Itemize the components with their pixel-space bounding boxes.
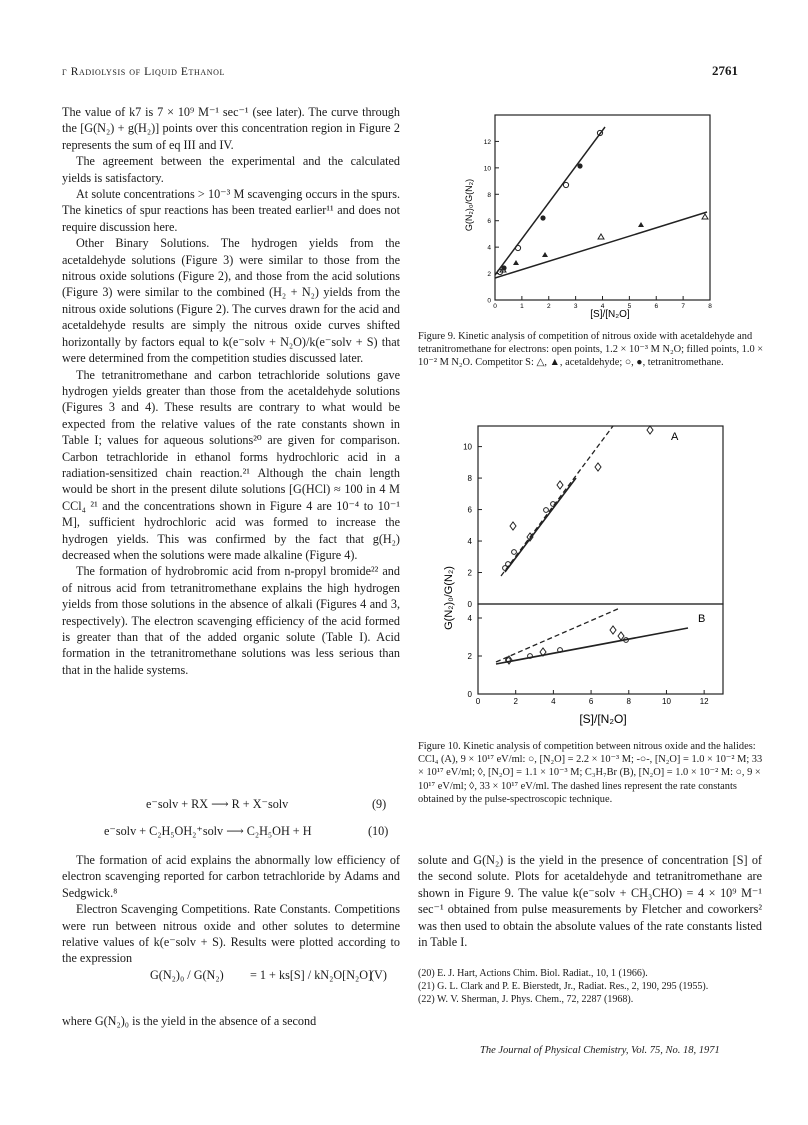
paragraph: The value of k7 is 7 × 10⁹ M⁻¹ sec⁻¹ (see later). The curve through the [G(N₂) + g(H₂)] points over this concentration region in Figure 2 represents the sum of eq III and IV. <box>62 105 400 152</box>
tick-label: 6 <box>588 697 594 706</box>
tick-label: 5 <box>627 303 632 310</box>
figure-10-xlabel: [S]/[N₂O] <box>579 712 627 726</box>
figure-9-xlabel: [S]/[N₂O] <box>590 309 630 320</box>
tick-label: 0 <box>487 297 491 305</box>
figure-9-point <box>542 252 548 257</box>
references <box>418 968 768 1006</box>
paragraph: Electron Scavenging Competitions. Rate Constants. Competitions were run between nitrous oxide and other solutes to determine relative values of k(e⁻solv + S). Results were plotted according to the expression <box>62 902 400 966</box>
left-column-last-line: where G(N₂)₀ is the yield in the absence of a second <box>62 1014 317 1028</box>
tick-label: 10 <box>463 442 472 452</box>
tick-label: 2 <box>487 271 491 279</box>
reference-item: (20) E. J. Hart, Actions Chim. Biol. Radiat., 10, 1 (1966). <box>418 968 648 979</box>
equation-9: e⁻solv + RX ⟶ R + X⁻solv <box>146 797 289 811</box>
figure-10-point <box>557 481 563 489</box>
tick-label: 8 <box>626 697 631 706</box>
tick-label: 4 <box>467 614 472 623</box>
figure-10-point <box>512 550 517 555</box>
equation-V-number: (V) <box>370 968 387 982</box>
figure-9-point <box>638 222 644 227</box>
figure-10-line-b-dashed <box>496 608 620 662</box>
figure-10-caption: Figure 10. Kinetic analysis of competition between nitrous oxide and the halides: CCl₄ (A), 9 × 10¹⁷ eV/ml: ○, [N₂O] = 2.2 × 10⁻³ M; -○-, [N₂O] = 1.0 × 10⁻² M; 33 × 10¹⁷ eV/ml; ◊, [N₂O] = 1.1 × 10⁻³ M; C₃H₇Br (B), [N₂O] = 1.0 × 10⁻² M: ○, 9 × 10¹⁷ eV/ml; ◊, 33 × 10¹⁷ eV/ml. The dashed lines represent the rate constants obtained by the pulse-spectroscopic technique. <box>418 741 763 805</box>
tick-label: 12 <box>699 697 709 706</box>
figure-10-point <box>647 426 653 434</box>
tick-label: 4 <box>551 697 556 706</box>
paragraph: The agreement between the experimental and the calculated yields is satisfactory. <box>62 154 400 185</box>
tick-label: 4 <box>600 303 605 310</box>
paragraph: Other Binary Solutions. The hydrogen yields from the acetaldehyde solutions (Figure 3) were similar to those from the nitrous oxide solutions (Figure 2), and those from the acid solutions (Figure 3) were similar to the combined (H₂ + N₂) yields from the nitrous oxide solutions (Figure 2). The curves drawn for the acid and acetaldehyde results are simply the nitrous oxide curves shifted horizontally by factors equal to k(e⁻solv + N₂O)/k(e⁻solv + S) that were determined from the competition studies discussed later. <box>62 236 400 366</box>
paragraph: The formation of acid explains the abnormally low efficiency of electron scavenging reported for carbon tetrachloride by Adams and Sedgwick.⁸ <box>62 853 400 900</box>
figure-10-point <box>618 632 624 640</box>
left-column-text-2 <box>62 852 400 967</box>
equation-V-left: G(N₂)₀ / G(N₂) <box>150 968 224 982</box>
tick-label: 0 <box>475 697 481 706</box>
tick-label: 4 <box>467 537 472 547</box>
figure-9-ylabel: G(N₂)₀/G(N₂) <box>464 178 474 232</box>
figure-9-point <box>598 234 604 239</box>
equation-10: e⁻solv + C₂H₅OH₂⁺solv ⟶ C₂H₅OH + H <box>104 824 312 838</box>
tick-label: 0 <box>467 600 472 609</box>
equation-10-number: (10) <box>368 824 389 838</box>
tick-label: 0 <box>493 303 497 310</box>
figure-10-plot <box>438 418 738 738</box>
paragraph: The tetranitromethane and carbon tetrachloride solutions gave hydrogen yields greater than those from the acetaldehyde solutions (Figures 3 and 4). These results are contrary to what would be expected from the relative values of the rate constants shown in Table I; values for aqueous solutions²⁰ are given for comparison. Carbon tetrachloride in ethanol forms hydrochloric acid in a radiation-sensitized chain reaction.²¹ Although the chain length would be short in the present dilute solutions [G(HCl) ≈ 100 in 4 M CCl₄ ²¹ and the concentrations shown in Figure 4 are 10⁻⁴ to 10⁻¹ M], sufficient hydrochloric acid was formed to increase the hydrogen yields. This was confirmed by the fact that g(H₂) decreased when the solutions were made alkaline (Figure 4). <box>62 367 400 562</box>
figure-10-line-a-dashed <box>501 426 613 576</box>
figure-10-line-b-solid <box>496 628 688 664</box>
tick-label: 0 <box>467 690 472 699</box>
equation-9-number: (9) <box>372 797 387 811</box>
tick-label: 6 <box>467 505 472 515</box>
figure-9-point <box>513 260 519 265</box>
figure-9-point <box>577 163 582 168</box>
figure-9-point <box>563 182 568 187</box>
figure-9-line-acetaldehyde <box>495 212 707 278</box>
figure-9-caption: Figure 9. Kinetic analysis of competition of nitrous oxide with acetaldehyde and tetranitromethane for electrons: open points, 1.2 × 10⁻³ M N₂O; filled points, 1.0 × 10⁻² M N₂O. Competitor S: △, ▲, acetaldehyde; ○, ●, tetranitromethane. <box>418 331 764 369</box>
figure-9-frame <box>495 115 710 300</box>
figure-10-panel-b-label: B <box>698 613 706 625</box>
tick-label: 2 <box>467 652 472 661</box>
figure-10-panel-a-frame <box>478 426 723 604</box>
figure-10-panel-b-frame <box>478 604 723 694</box>
tick-label: 10 <box>483 165 491 173</box>
tick-label: 6 <box>654 303 659 310</box>
right-column-text: solute and G(N₂) is the yield in the presence of concentration [S] of the second solute. Plots for acetaldehyde and tetranitromethane are shown in Figure 9. The value k(e⁻solv + CH₃CHO) = 4 × 10⁹ M⁻¹ sec⁻¹ obtained from pulse measurements by Fletcher and coworkers² was then used to obtain the absolute values of the rate constants listed in Table I. <box>418 853 762 950</box>
figure-9-line-tetranitromethane <box>495 127 605 275</box>
figure-10-panel-a-label: A <box>671 431 679 443</box>
tick-label: 3 <box>573 303 578 310</box>
paragraph: At solute concentrations > 10⁻³ M scavenging occurs in the spurs. The kinetics of spur reactions has been treated earlier¹¹ and does not require discussion here. <box>62 187 400 234</box>
tick-label: 12 <box>483 138 491 146</box>
running-title: γ Radiolysis of Liquid Ethanol <box>62 66 226 78</box>
tick-label: 10 <box>662 697 671 706</box>
figure-9-point <box>702 214 708 219</box>
equation-V-right: = 1 + ks[S] / kN₂O[N₂O] <box>250 968 373 982</box>
tick-label: 2 <box>546 303 551 310</box>
tick-label: 2 <box>513 697 518 706</box>
journal-footer: The Journal of Physical Chemistry, Vol. 75, No. 18, 1971 <box>480 1045 720 1056</box>
paragraph: The formation of hydrobromic acid from n-propyl bromide²² and of nitrous acid from tetranitromethane explains the high hydrogen yields from those solutions in the absence of alkali (Figures 4 and 3, respectively). The electron scavenging efficiency of the acid formed is greater than that of the added organic solute (Table I). Acid formation in the tetranitromethane solutions was less serious than that in the halide systems. <box>62 564 400 677</box>
left-column-text <box>62 104 400 678</box>
figure-10-point <box>510 522 516 530</box>
tick-label: 8 <box>708 303 712 310</box>
tick-label: 8 <box>467 474 472 484</box>
tick-label: 6 <box>487 218 491 226</box>
tick-label: 1 <box>520 303 524 310</box>
tick-label: 8 <box>487 191 491 199</box>
tick-label: 4 <box>487 244 491 252</box>
figure-9-plot <box>460 105 720 320</box>
figure-10-point <box>544 508 549 513</box>
tick-label: 2 <box>467 568 472 578</box>
figure-9-point <box>515 245 520 250</box>
figure-10-point <box>595 463 601 471</box>
page-number: 2761 <box>712 63 738 78</box>
figure-10-ylabel: G(N₂)₀/G(N₂) <box>443 566 455 630</box>
reference-item: (22) W. V. Sherman, J. Phys. Chem., 72, 2287 (1968). <box>418 993 634 1005</box>
reference-item: (21) G. L. Clark and P. E. Bierstedt, Jr., Radiat. Res., 2, 190, 295 (1955). <box>418 980 709 992</box>
figure-9-point <box>540 215 545 220</box>
figure-10-point <box>610 626 616 634</box>
tick-label: 7 <box>681 303 685 310</box>
